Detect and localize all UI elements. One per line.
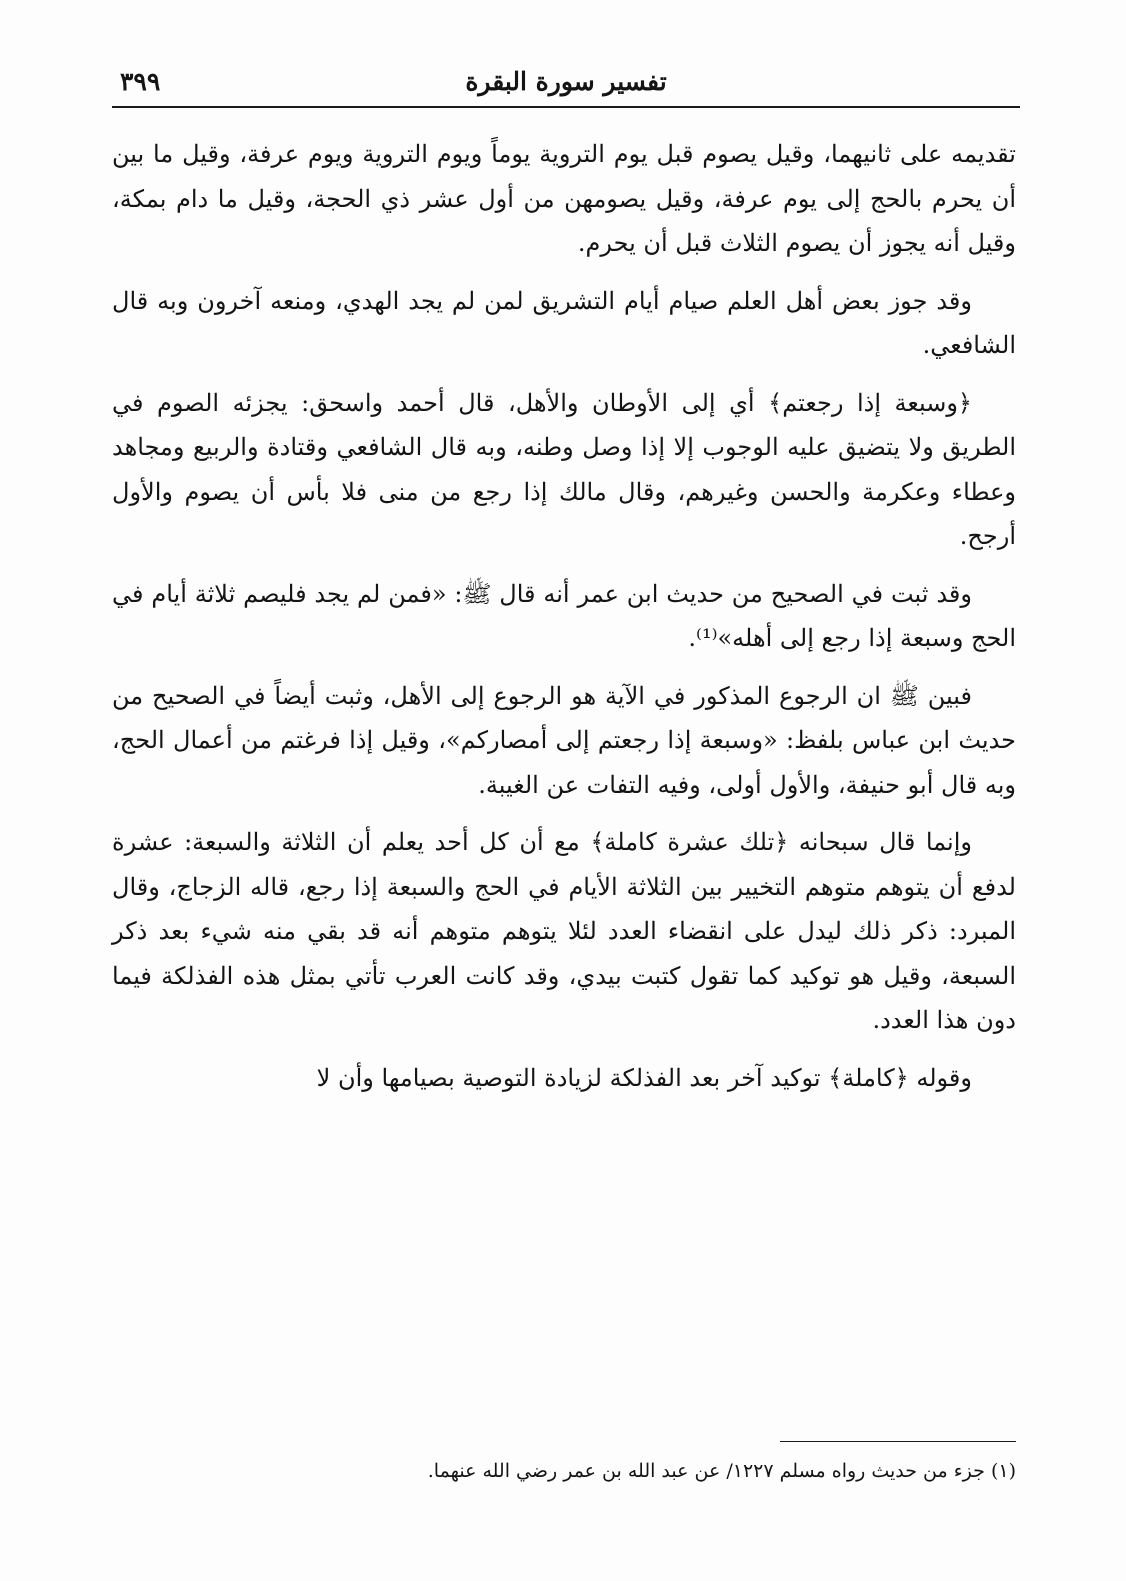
paragraph-7: وقوله ﴿كاملة﴾ توكيد آخر بعد الفذلكة لزيادة التوصية بصيامها وأن لا [316, 1063, 972, 1092]
footnote: (١) جزء من حديث رواه مسلم ١٢٢٧/ عن عبد الله بن عمر رضي الله عنهما. [427, 1460, 1016, 1482]
paragraph-3: ﴿وسبعة إذا رجعتم﴾ أي إلى الأوطان والأهل، قال أحمد واسحق: يجزئه الصوم في الطريق ولا يتضيق عليه الوجوب إلا إذا وصل وطنه، وبه قال الشافعي وقتادة والربيع ومجاهد وعطاء وعكرمة والحسن وغيرهم، وقال مالك إذا رجع من منى فلا بأس أن يصوم والأول أرجح. [112, 388, 1016, 550]
body-text [112, 132, 1016, 1113]
page-title: تفسير سورة البقرة [465, 67, 667, 96]
paragraph-1: تقديمه على ثانيهما، وقيل يصوم قبل يوم التروية يوماً ويوم التروية ويوم عرفة، وقيل ما بين أن يحرم بالحج إلى يوم عرفة، وقيل يصومهن من أول عشر ذي الحجة، وقيل ما دام بمكة، وقيل أنه يجوز أن يصوم الثلاث قبل أن يحرم. [112, 140, 1016, 257]
paragraph-4: وقد ثبت في الصحيح من حديث ابن عمر أنه قال ﷺ: «فمن لم يجد فليصم ثلاثة أيام في الحج وسبعة إذا رجع إلى أهله»⁽¹⁾. [112, 579, 1016, 652]
page-number: ٣٩٩ [120, 67, 161, 96]
header-divider [112, 106, 1020, 108]
paragraph-2: وقد جوز بعض أهل العلم صيام أيام التشريق لمن لم يجد الهدي، ومنعه آخرون وبه قال الشافعي. [112, 286, 1016, 359]
footnote-divider [780, 1441, 1016, 1442]
paragraph-6: وإنما قال سبحانه ﴿تلك عشرة كاملة﴾ مع أن كل أحد يعلم أن الثلاثة والسبعة: عشرة لدفع أن يتوهم متوهم التخيير بين الثلاثة الأيام في الحج والسبعة إذا رجع، قاله الزجاج، وقال المبرد: ذكر ذلك ليدل على انقضاء العدد لئلا يتوهم متوهم أنه قد بقي منه شيء بعد ذكر السبعة، وقيل هو توكيد كما تقول كتبت بيدي، وقد كانت العرب تأتي بمثل هذه الفذلكة فيما دون هذا العدد. [112, 828, 1016, 1034]
paragraph-5: فبين ﷺ ان الرجوع المذكور في الآية هو الرجوع إلى الأهل، وثبت أيضاً في الصحيح من حديث ابن عباس بلفظ: «وسبعة إذا رجعتم إلى أمصاركم»، وقيل إذا فرغتم من أعمال الحج، وبه قال أبو حنيفة، والأول أولى، وفيه التفات عن الغيبة. [112, 681, 1016, 799]
running-header [112, 64, 1020, 106]
